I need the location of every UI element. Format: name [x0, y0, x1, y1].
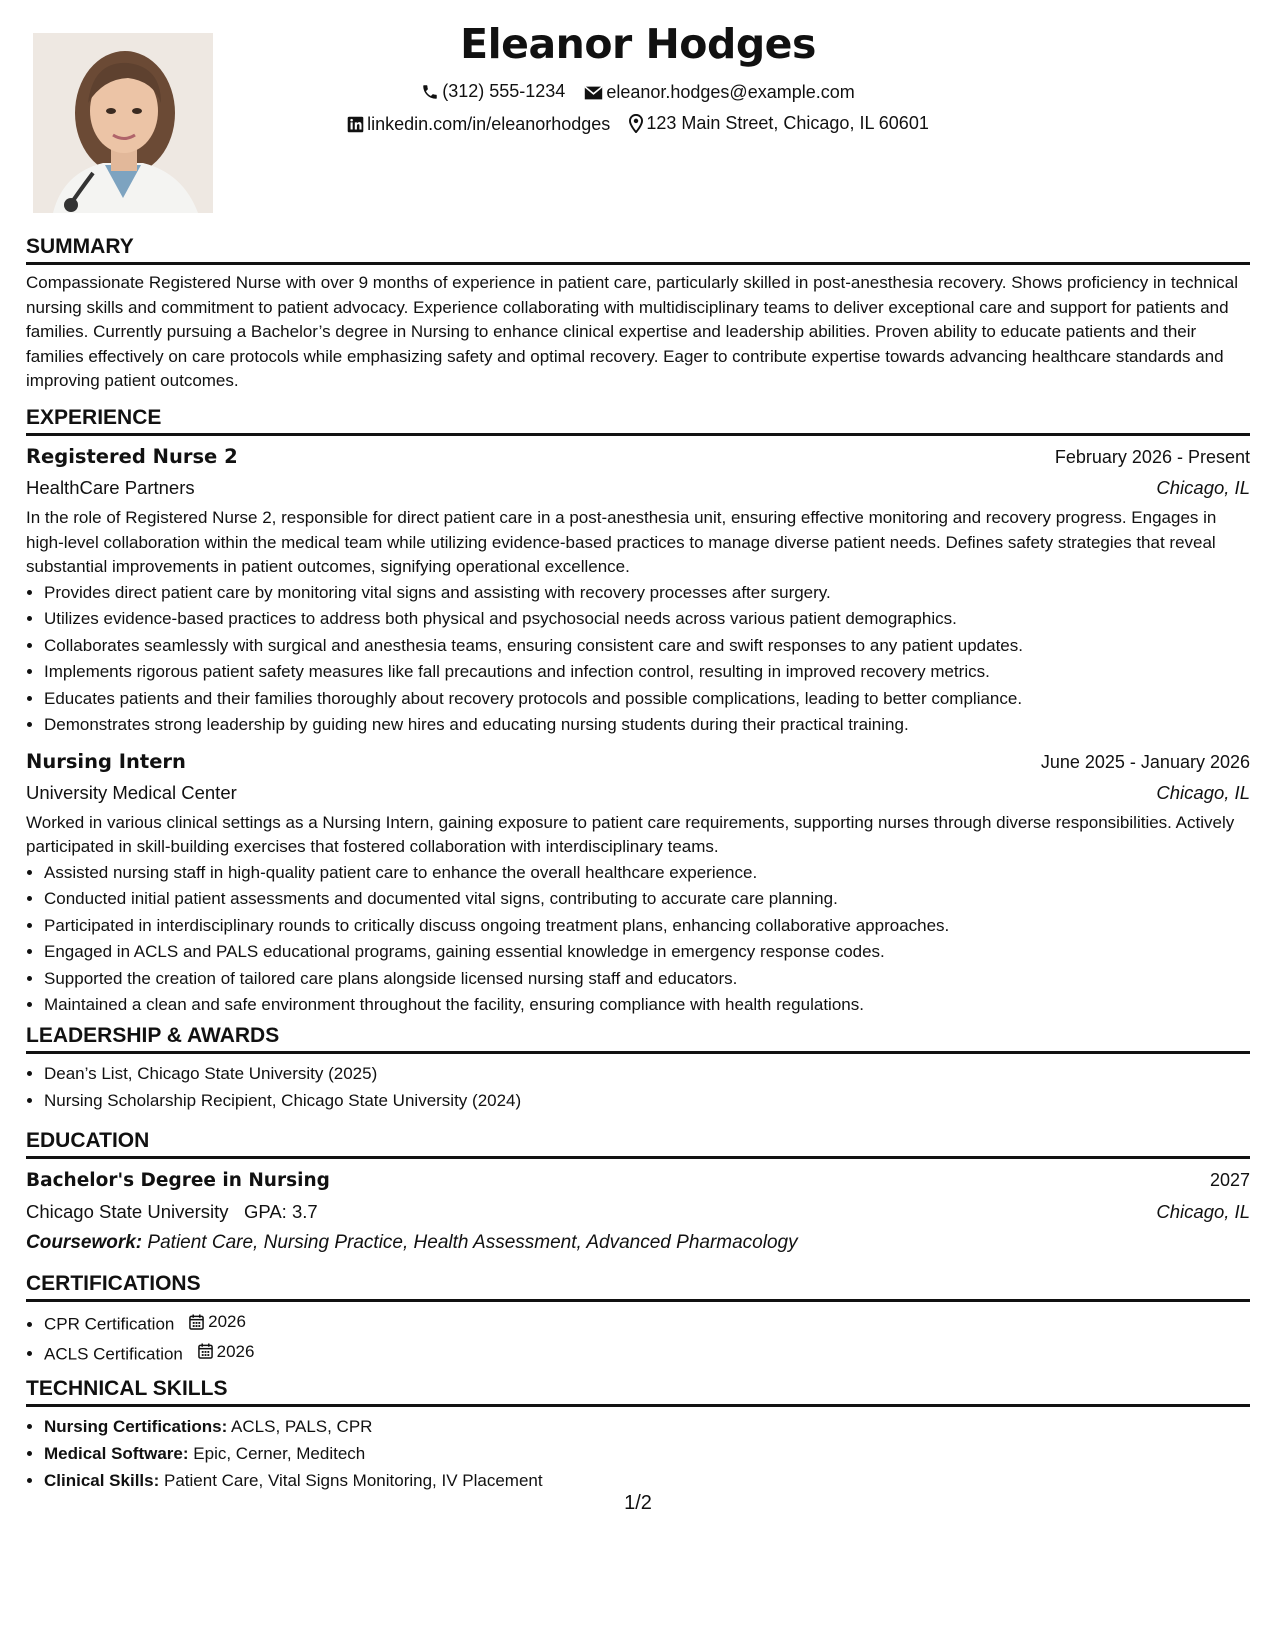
linkedin-contact[interactable] [347, 114, 610, 135]
list-item: • Supported the creation of tailored care plans alongside licensed nursing staff and educators. [44, 966, 1250, 993]
list-item: • Nursing Scholarship Recipient, Chicago State University (2024) [44, 1087, 1250, 1114]
skill-label: Medical Software: [44, 1444, 189, 1463]
list-item: • Engaged in ACLS and PALS educational programs, gaining essential knowledge in emergency response codes. [44, 939, 1250, 966]
job-dates: February 2026 - Present [1054, 447, 1250, 467]
skills-list [26, 1413, 1250, 1494]
list-item: • Dean’s List, Chicago State University (2025) [44, 1060, 1250, 1087]
job-bullets [26, 860, 1250, 1019]
certifications-list [26, 1308, 1250, 1367]
list-item: • Maintained a clean and safe environment throughout the facility, ensuring compliance with health regulations. [44, 992, 1250, 1019]
calendar-icon [198, 1343, 213, 1359]
summary-section [26, 234, 1250, 394]
skills-section [26, 1376, 1250, 1494]
resume-page [26, 0, 1250, 1650]
skill-value: ACLS, PALS, CPR [231, 1417, 373, 1436]
job-title: Registered Nurse 2 [26, 445, 238, 468]
list-item: • Utilizes evidence-based practices to address both physical and psychosocial needs across various patient demographics. [44, 606, 1250, 633]
list-item [44, 1413, 1250, 1440]
job-title: Nursing Intern [26, 749, 186, 773]
candidate-name: Eleanor Hodges [460, 20, 816, 68]
job-entry [26, 747, 1250, 1019]
phone-icon [421, 83, 439, 101]
list-item [44, 1308, 1250, 1338]
coursework-list: Patient Care, Nursing Practice, Health Assessment, Advanced Pharmacology [147, 1232, 798, 1253]
job-description: In the role of Registered Nurse 2, responsible for direct patient care in a post-anesthesia unit, ensuring effective monitoring and recovery progress. Engages in high-level collaboration within the medical team while utilizing evidence-based practices to manage diverse patient needs. Defines safety strategies that reveal substantial improvements in patient outcomes, signifying operational excellence. [26, 508, 1217, 576]
summary-heading: SUMMARY [26, 234, 1250, 265]
cert-date [189, 1308, 246, 1335]
job-bullets [26, 580, 1250, 739]
experience-heading: EXPERIENCE [26, 405, 1250, 436]
coursework-label: Coursework: [26, 1232, 143, 1253]
job-entry [26, 442, 1250, 739]
graduation-year: 2027 [1209, 1170, 1250, 1190]
cert-year: 2026 [216, 1341, 255, 1361]
map-pin-icon [629, 114, 643, 133]
school-info [26, 1196, 318, 1228]
education-heading: EDUCATION [26, 1128, 1250, 1159]
job-description: Worked in various clinical settings as a Nursing Intern, gaining exposure to patient care requirements, supporting nurses through diverse responsibilities. Actively participated in skill-building exercises that fostered collaboration with interdisciplinary teams. [26, 812, 1235, 856]
coursework [26, 1228, 1250, 1258]
email-contact[interactable] [584, 82, 854, 103]
list-item [44, 1467, 1250, 1494]
cert-year: 2026 [208, 1312, 246, 1331]
awards-section [26, 1023, 1250, 1114]
phone-contact [421, 81, 565, 102]
cert-name: ACLS Certification [44, 1344, 183, 1363]
job-company: University Medical Center [26, 781, 237, 803]
envelope-icon [584, 85, 603, 101]
experience-section [26, 405, 1250, 1019]
job-location: Chicago, IL [1156, 781, 1250, 803]
linkedin-icon [347, 116, 364, 133]
job-location: Chicago, IL [1156, 477, 1250, 498]
list-item: • Conducted initial patient assessments and documented vital signs, contributing to accurate care planning. [44, 886, 1250, 913]
skill-value: Epic, Cerner, Meditech [193, 1444, 366, 1463]
gpa-text: GPA: 3.7 [243, 1201, 318, 1222]
school-name: Chicago State University [26, 1201, 229, 1222]
phone-text: (312) 555-1234 [442, 81, 566, 101]
summary-text: Compassionate Registered Nurse with over 9 months of experience in patient care, particularly skilled in post-anesthesia recovery. Shows proficiency in technical nursing skills and commitment to patient advocacy. Experience collaborating with multidisciplinary teams to deliver exceptional care and support for patients and families. Currently pursuing a Bachelor’s degree in Nursing to enhance clinical expertise and leadership abilities. Proven ability to educate patients and their families effectively on care protocols while emphasizing safety and optimal recovery. Eager to contribute expertise towards advancing healthcare standards and improving patient outcomes. [26, 273, 1238, 390]
education-section [26, 1128, 1250, 1258]
skill-label: Clinical Skills: [44, 1471, 160, 1490]
list-item: • Collaborates seamlessly with surgical and anesthesia teams, ensuring consistent care and swift responses to any patient updates. [44, 633, 1250, 660]
cert-name: CPR Certification [44, 1314, 175, 1334]
cert-date [198, 1338, 255, 1365]
list-item: • Participated in interdisciplinary rounds to critically discuss ongoing treatment plans, enhancing collaborative approaches. [44, 913, 1250, 940]
page-number: 1/2 [624, 1492, 652, 1514]
skill-value: Patient Care, Vital Signs Monitoring, IV Placement [164, 1471, 543, 1490]
school-location: Chicago, IL [1156, 1201, 1250, 1222]
email-text[interactable]: eleanor.hodges@example.com [606, 82, 855, 102]
job-company: HealthCare Partners [26, 477, 195, 498]
skill-label: Nursing Certifications: [44, 1417, 228, 1436]
list-item: • Implements rigorous patient safety measures like fall precautions and infection control, resulting in improved recovery metrics. [44, 659, 1250, 686]
linkedin-text[interactable]: linkedin.com/in/eleanorhodges [367, 114, 611, 134]
list-item: • Demonstrates strong leadership by guiding new hires and educating nursing students during their practical training. [44, 712, 1250, 739]
certifications-section [26, 1271, 1250, 1367]
contact-line-2 [26, 113, 1250, 138]
address-contact [629, 113, 929, 134]
address-text: 123 Main Street, Chicago, IL 60601 [646, 113, 929, 133]
list-item: • Provides direct patient care by monitoring vital signs and assisting with recovery processes after surgery. [44, 580, 1250, 607]
degree-title: Bachelor's Degree in Nursing [26, 1170, 330, 1191]
list-item [44, 1440, 1250, 1467]
certifications-heading: CERTIFICATIONS [26, 1271, 1250, 1302]
job-dates: June 2025 - January 2026 [1040, 751, 1250, 772]
list-item: • Educates patients and their families thoroughly about recovery protocols and possible complications, leading to better compliance. [44, 686, 1250, 713]
contact-line-1 [26, 81, 1250, 106]
awards-list [26, 1060, 1250, 1114]
list-item: • Assisted nursing staff in high-quality patient care to enhance the overall healthcare experience. [44, 860, 1250, 887]
list-item [44, 1338, 1250, 1368]
awards-heading: LEADERSHIP & AWARDS [26, 1023, 1250, 1054]
calendar-icon [189, 1314, 204, 1330]
skills-heading: TECHNICAL SKILLS [26, 1376, 1250, 1407]
